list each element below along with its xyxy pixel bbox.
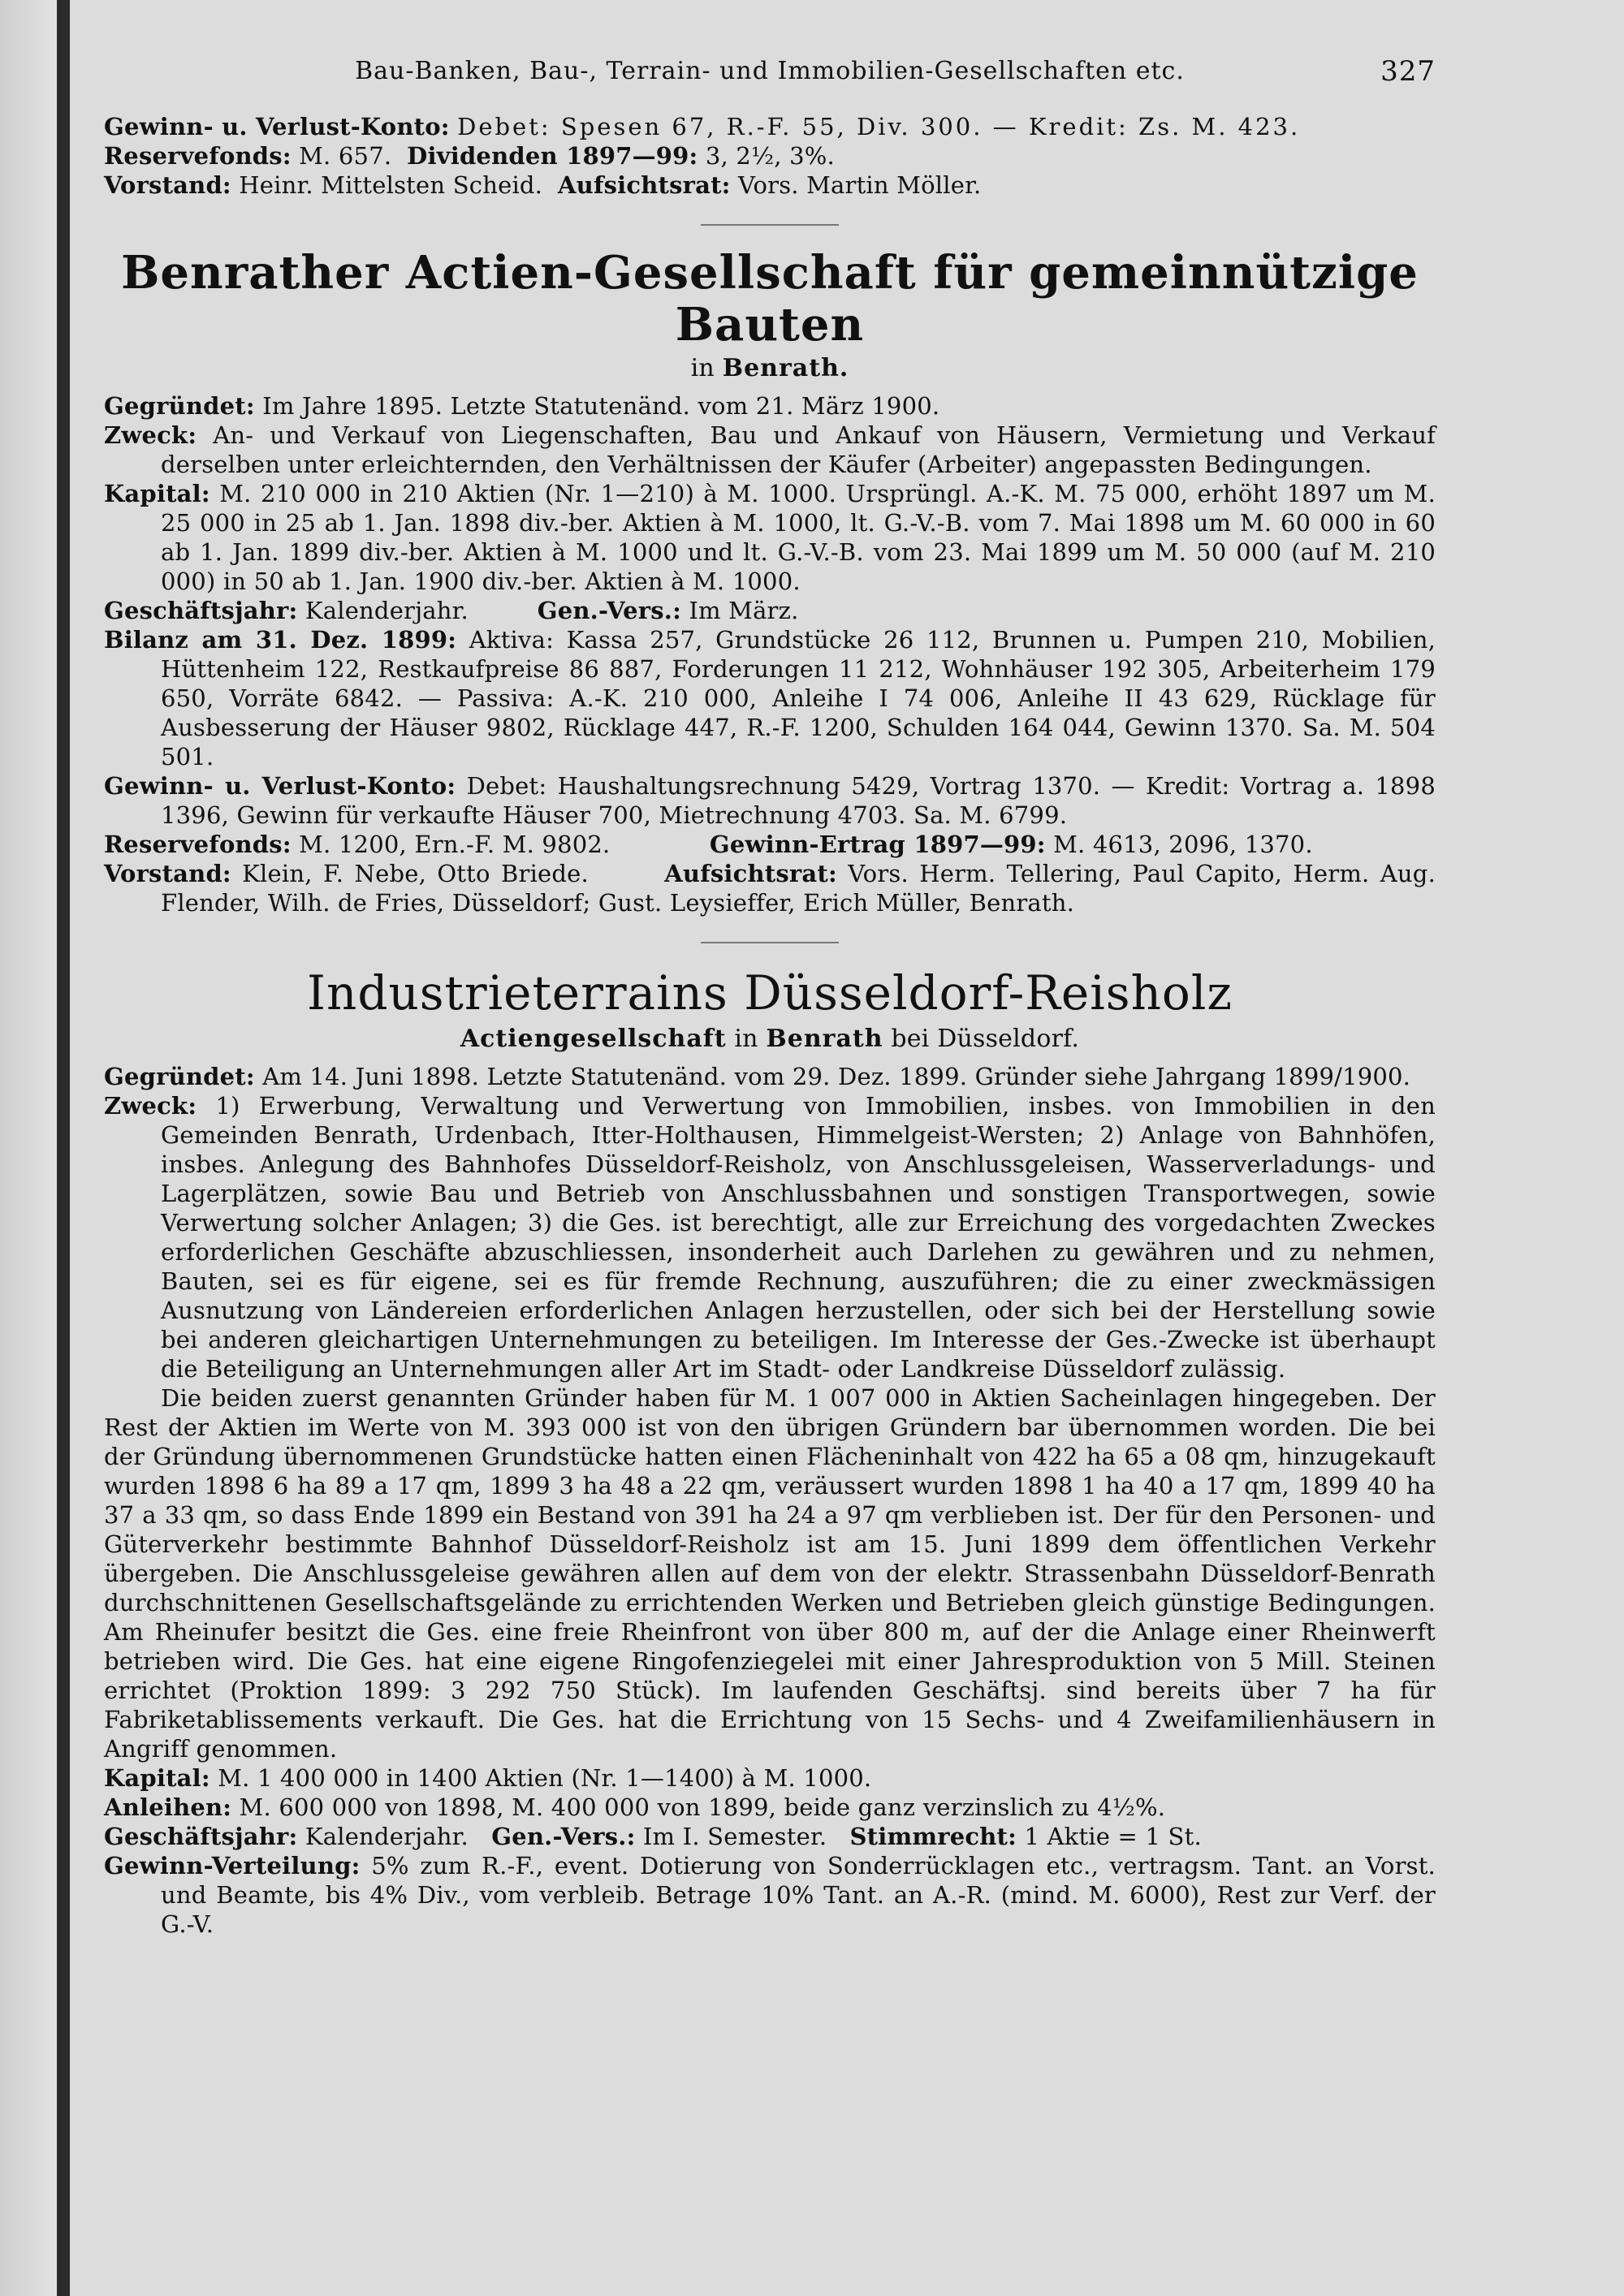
- industrie-geschaeftsjahr: [104, 1822, 1436, 1851]
- benrather-gegruendet: [104, 391, 1436, 421]
- industrie-subtitle: [104, 1025, 1436, 1054]
- industrie-gegruendet-label: Gegründet:: [104, 1063, 255, 1090]
- industrie-stimm-label: Stimmrecht:: [849, 1823, 1017, 1850]
- industrie-kapital-text: M. 1 400 000 in 1400 Aktien (Nr. 1—1400) à M. 1000.: [218, 1764, 872, 1792]
- industrie-verteilung-text: 5% zum R.-F., event. Dotierung von Sonderrücklagen etc., vertragsm. Tant. an Vorst. und Beamte, bis 4% Div., vom verbleib. Betrage 10% Tant. an A.-R. (mind. M. 6000), Rest zur Verf. der G.-V.: [161, 1852, 1436, 1938]
- benrather-gv-text: Im März.: [689, 597, 799, 624]
- benrather-gv-label: Gen.-Vers.:: [537, 597, 681, 624]
- industrie-paragraph: Die beiden zuerst genannten Gründer haben für M. 1 007 000 in Aktien Sacheinlagen hingegeben. Der Rest der Aktien im Werte von M. 393 000 ist von den übrigen Gründern bar übernommen worden. Die bei der Gründung übernommenen Grundstücke hatten einen Flächeninhalt von 422 ha 65 a 08 qm, hinzugekauft wurden 1898 6 ha 89 a 17 qm, 1899 3 ha 48 a 22 qm, veräussert wurden 1898 1 ha 40 a 17 qm, 1899 40 ha 37 a 33 qm, so dass Ende 1899 ein Bestand von 391 ha 24 a 97 qm verblieben ist. Der für den Personen- und Güterverkehr bestimmte Bahnhof Düsseldorf-Reisholz ist am 15. Juni 1899 dem öffentlichen Verkehr übergeben. Die Anschlussgeleise gewähren allen auf dem von der elektr. Strassenbahn Düsseldorf-Benrath durchschnittenen Gesellschaftsgelände zu errichtenden Werken und Betrieben gleich günstige Bedingungen. Am Rheinufer besitzt die Ges. eine freie Rheinfront von über 800 m, auf der die Anlage einer Rheinwerft betrieben wird. Die Ges. hat eine eigene Ringofenziegelei mit einer Jahresproduktion von 5 Mill. Steinen errichtet (Proktion 1899: 3 292 750 Stück). Im laufenden Geschäftsj. sind bereits über 7 ha für Fabriketablissements verkauft. Die Ges. hat die Errichtung von 15 Sechs- und 4 Zweifamilienhäusern in Angriff genommen.: [104, 1384, 1436, 1763]
- industrie-verteilung: [104, 1851, 1436, 1939]
- benrather-gegruendet-label: Gegründet:: [104, 392, 255, 420]
- benrather-kapital-label: Kapital:: [104, 480, 210, 507]
- benrather-ertrag-label: Gewinn-Ertrag 1897—99:: [709, 831, 1046, 858]
- benrather-guv-text: Debet: Haushaltungsrechnung 5429, Vortrag 1370. — Kredit: Vortrag a. 1898 1396, Gewinn für verkaufte Häuser 700, Mietrechnung 4703. Sa. M. 6799.: [161, 772, 1436, 829]
- prev-reserve-line: [104, 141, 1436, 170]
- industrie-sub-ag: Actiengesellschaft: [460, 1025, 727, 1053]
- prev-vorstand-line: [104, 170, 1436, 200]
- industrie-stimm-text: 1 Aktie = 1 St.: [1024, 1823, 1202, 1850]
- industrie-sub-place: Benrath: [766, 1025, 883, 1053]
- industrie-zweck-text: 1) Erwerbung, Verwaltung und Verwertung von Immobilien, insbes. von Immobilien in den Gemeinden Benrath, Urdenbach, Itter-Holthausen, Himmelgeist-Wersten; 2) Anlage von Bahnhöfen, insbes. Anlegung des Bahnhofes Düsseldorf-Reisholz, von Anschlussgeleisen, Wasserverladungs- und Lagerplätzen, sowie Bau und Betrieb von Anschlussbahnen und sonstigen Transportwegen, sowie Verwertung solcher Anlagen; 3) die Ges. ist berechtigt, alle zur Erreichung des vorgedachten Zweckes erforderlichen Geschäfte abzuschliessen, insonderheit auch Darlehen zu gewähren und zu nehmen, Bauten, sei es für eigene, sei es für fremde Rechnung, auszuführen; die zu einer zweckmässigen Ausnutzung von Ländereien erforderlichen Anlagen herzustellen, oder sich bei der Herstellung sowie bei anderen gleichartigen Unternehmungen zu beteiligen. Im Interesse der Ges.-Zwecke ist überhaupt die Beteiligung an Unternehmungen aller Art im Stadt- oder Landkreise Düsseldorf zulässig.: [161, 1092, 1436, 1383]
- industrie-zweck-label: Zweck:: [104, 1092, 197, 1120]
- industrie-anleihen: [104, 1793, 1436, 1822]
- prev-vorstand-label: Vorstand:: [104, 171, 231, 199]
- industrie-anleihen-label: Anleihen:: [104, 1793, 232, 1821]
- page-number: 327: [1380, 55, 1436, 88]
- benrather-bilanz-text: Aktiva: Kassa 257, Grundstücke 26 112, Brunnen u. Pumpen 210, Mobilien, Hüttenheim 122, Restkaufpreise 86 887, Forderungen 11 212, Wohnhäuser 192 305, Arbeiterheim 179 650, Vorräte 6842. — Passiva: A.-K. 210 000, Anleihe I 74 006, Anleihe II 43 629, Rücklage für Ausbesserung der Häuser 9802, Rücklage 447, R.-F. 1200, Schulden 164 044, Gewinn 1370. Sa. M. 504 501.: [161, 626, 1436, 770]
- benrather-geschaeftsjahr: [104, 596, 1436, 625]
- industrie-gegruendet-text: Am 14. Juni 1898. Letzte Statutenänd. vom 29. Dez. 1899. Gründer siehe Jahrgang 1899/1900.: [262, 1063, 1411, 1090]
- industrie-verteilung-label: Gewinn-Verteilung:: [104, 1852, 361, 1880]
- prev-vorstand-text: Heinr. Mittelsten Scheid.: [239, 171, 543, 199]
- benrather-gegruendet-text: Im Jahre 1895. Letzte Statutenänd. vom 21. März 1900.: [262, 392, 940, 420]
- section-divider: [701, 942, 839, 943]
- industrie-zweck: [104, 1091, 1436, 1383]
- benrather-bilanz: [104, 625, 1436, 771]
- industrie-gj-label: Geschäftsjahr:: [104, 1823, 298, 1850]
- benrather-vorstand-text: Klein, F. Nebe, Otto Briede.: [242, 860, 589, 887]
- benrather-sub-place: Benrath.: [722, 354, 849, 382]
- industrie-sub-in: in: [734, 1025, 758, 1053]
- benrather-vorstand-label: Vorstand:: [104, 860, 231, 887]
- industrie-gj-text: Kalenderjahr.: [304, 1823, 469, 1850]
- benrather-zweck-label: Zweck:: [104, 421, 197, 449]
- benrather-kapital-text: M. 210 000 in 210 Aktien (Nr. 1—210) à M. 1000. Ursprüngl. A.-K. M. 75 000, erhöht 1897 um M. 25 000 in 25 ab 1. Jan. 1898 div.-ber. Aktien à M. 1000, lt. G.-V.-B. vom 7. Mai 1898 um M. 60 000 in 60 ab 1. Jan. 1899 div.-ber. Aktien à M. 1000 und lt. G.-V.-B. vom 23. Mai 1899 um M. 50 000 (auf M. 210 000) in 50 ab 1. Jan. 1900 div.-ber. Aktien à M. 1000.: [161, 480, 1436, 595]
- industrie-anleihen-text: M. 600 000 von 1898, M. 400 000 von 1899, beide ganz verzinslich zu 4½%.: [239, 1793, 1166, 1821]
- benrather-aufsicht-label: Aufsichtsrat:: [664, 860, 837, 887]
- benrather-zweck: [104, 421, 1436, 479]
- industrie-sub-rest: bei Düsseldorf.: [891, 1025, 1080, 1053]
- industrie-title: Industrieterrains Düsseldorf-Reisholz: [307, 965, 1233, 1021]
- prev-div-text: 3, 2½, 3%.: [705, 142, 835, 170]
- benrather-title: Benrather Actien-Gesellschaft für gemeinnützige Bauten: [121, 246, 1419, 352]
- benrather-zweck-text: An- und Verkauf von Liegenschaften, Bau und Ankauf von Häusern, Vermietung und Verkauf derselben unter erleichternden, den Verhältnissen der Käufer (Arbeiter) angepassten Bedingungen.: [161, 421, 1436, 478]
- document-page: [104, 57, 1436, 1939]
- prev-reserve-text: M. 657.: [299, 142, 392, 170]
- running-header: [104, 57, 1436, 86]
- benrather-sub-in: in: [690, 354, 715, 382]
- industrie-gv-text: Im I. Semester.: [642, 1823, 827, 1850]
- industrie-kapital: [104, 1763, 1436, 1793]
- benrather-bilanz-label: Bilanz am 31. Dez. 1899:: [104, 626, 457, 654]
- benrather-reserve-text: M. 1200, Ern.-F. M. 9802.: [299, 831, 611, 858]
- running-title: Bau-Banken, Bau-, Terrain- und Immobilien-Gesellschaften etc.: [355, 57, 1185, 85]
- prev-aufsicht-label: Aufsichtsrat:: [557, 171, 731, 199]
- benrather-reserve: [104, 830, 1436, 859]
- prev-guv-label: Gewinn- u. Verlust-Konto:: [104, 113, 450, 140]
- benrather-kapital: [104, 479, 1436, 596]
- binding-spine: [57, 0, 70, 2296]
- benrather-guv-label: Gewinn- u. Verlust-Konto:: [104, 772, 456, 800]
- benrather-reserve-label: Reservefonds:: [104, 831, 292, 858]
- benrather-gj-label: Geschäftsjahr:: [104, 597, 298, 624]
- prev-guv-text: Debet: Spesen 67, R.-F. 55, Div. 300. — Kredit: Zs. M. 423.: [457, 113, 1301, 140]
- prev-guv-line: [104, 112, 1436, 141]
- benrather-vorstand: [104, 859, 1436, 917]
- benrather-aufsicht-text: Vors. Herm. Tellering, Paul Capito, Herm. Aug. Flender, Wilh. de Fries, Düsseldorf; Gust. Leysieffer, Erich Müller, Benrath.: [161, 860, 1436, 917]
- industrie-gegruendet: [104, 1062, 1436, 1091]
- industrie-kapital-label: Kapital:: [104, 1764, 210, 1792]
- section-divider: [701, 224, 839, 226]
- benrather-guv: [104, 771, 1436, 830]
- benrather-subtitle: [104, 354, 1436, 383]
- prev-aufsicht-text: Vors. Martin Möller.: [738, 171, 982, 199]
- page-gutter: [0, 0, 57, 2296]
- industrie-gv-label: Gen.-Vers.:: [491, 1823, 636, 1850]
- benrather-gj-text: Kalenderjahr.: [304, 597, 469, 624]
- prev-reserve-label: Reservefonds:: [104, 142, 292, 170]
- benrather-ertrag-text: M. 4613, 2096, 1370.: [1053, 831, 1313, 858]
- prev-div-label: Dividenden 1897—99:: [407, 142, 698, 170]
